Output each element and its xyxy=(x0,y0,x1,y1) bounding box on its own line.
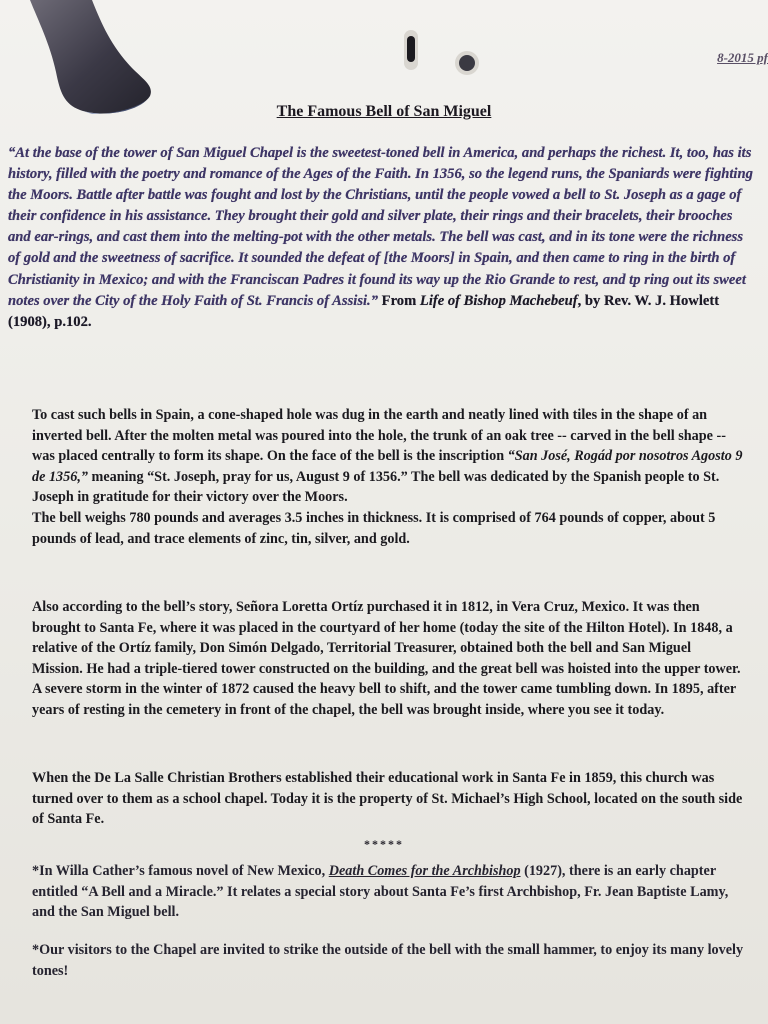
citation-book-title: Life of Bishop Machebeuf xyxy=(419,292,578,309)
inscription-meaning: meaning “St. Joseph, pray for us, August 9 of 1356.” The bell was dedicated by the Spanish people to St. Joseph in gratitude for their victory over the Moors. xyxy=(32,468,720,506)
brothers-paragraph: When the De La Salle Christian Brothers established their educational work in Santa Fe in 1859, this church was turned over to them as a school chapel. Today it is the property of St. Michael’s High School, located on the south side of Santa Fe. xyxy=(32,770,743,828)
page-title: The Famous Bell of San Miguel xyxy=(276,103,492,120)
bell-illustration xyxy=(22,0,162,120)
date-note: 8-2015 pf xyxy=(717,50,768,65)
quote-block xyxy=(8,143,756,333)
bell-weight-text: The bell weighs 780 pounds and averages 3.5 inches in thickness. It is comprised of 764 pounds of copper, about 5 pounds of lead, and trace elements of zinc, tin, silver, and gold. xyxy=(32,509,716,547)
inscription-text: “San José, Rogád por nosotros Agosto 9 de 1356,” xyxy=(32,448,743,485)
casting-paragraph xyxy=(32,405,744,549)
novel-note-prefix: *In Willa Cather’s famous novel of New Mexico, xyxy=(32,863,326,879)
citation-prefix: From xyxy=(381,292,417,309)
separator: ***** xyxy=(364,837,404,851)
novel-note xyxy=(32,861,744,923)
pin-hole-icon xyxy=(454,50,480,76)
citation-suffix: , by Rev. W. J. Howlett (1908), p.102. xyxy=(8,292,720,330)
visitor-note: *Our visitors to the Chapel are invited to strike the outside of the bell with the small hammer, to enjoy its many lovely tones! xyxy=(32,942,744,979)
quote-text: “At the base of the tower of San Miguel Chapel is the sweetest-toned bell in America, and perhaps the richest. It, too, has its history, filled with the poetry and romance of the Ages of the Faith. In 1356, so the legend runs, the Spaniards were fighting the Moors. Battle after battle was fought and lost by the Christians, until the people vowed a bell to St. Joseph as a gage of their confidence in his assistance. They brought their gold and silver plate, their rings and their bracelets, their brooches and ear-rings, and cast them into the melting-pot with the other metals. The bell was cast, and in its tone were the richness of gold and the sweetness of sacrifice. It sounded the defeat of [the Moors] in Spain, and then came to ring in the birth of Christianity in Mexico; and with the Franciscan Padres it found its way up the Rio Grande to rest, and tp ring out its sweet notes over the City of the Holy Faith of St. Francis of Assisi.” xyxy=(8,145,753,309)
casting-text: To cast such bells in Spain, a cone-shaped hole was dug in the earth and neatly lined with tiles in the shape of an inverted bell. After the molten metal was poured into the hole, the trunk of an oak tree -- carved in the bell shape -- was placed centrally to form its shape. On the face of the bell is the inscription xyxy=(32,407,726,465)
pin-hole-icon xyxy=(398,28,424,72)
novel-note-suffix: (1927), there is an early chapter entitled “A Bell and a Miracle.” It relates a special story about Santa Fe’s first Archbishop, Fr. Jean Baptiste Lamy, and the San Miguel bell. xyxy=(32,863,729,921)
history-paragraph: Also according to the bell’s story, Señora Loretta Ortíz purchased it in 1812, in Vera Cruz, Mexico. It was then brought to Santa Fe, where it was placed in the courtyard of her home (today the site of the Hilton Hotel). In 1848, a relative of the Ortíz family, Don Simón Delgado, Territorial Treasurer, obtained both the bell and San Miguel Mission. He had a triple-tiered tower constructed on the building, and the great bell was hoisted into the upper tower. A severe storm in the winter of 1872 caused the heavy bell to shift, and the tower came tumbling down. In 1895, after years of resting in the cemetery in front of the chapel, the bell was brought inside, where you see it today. xyxy=(32,599,741,718)
novel-title: Death Comes for the Archbishop xyxy=(328,863,521,879)
